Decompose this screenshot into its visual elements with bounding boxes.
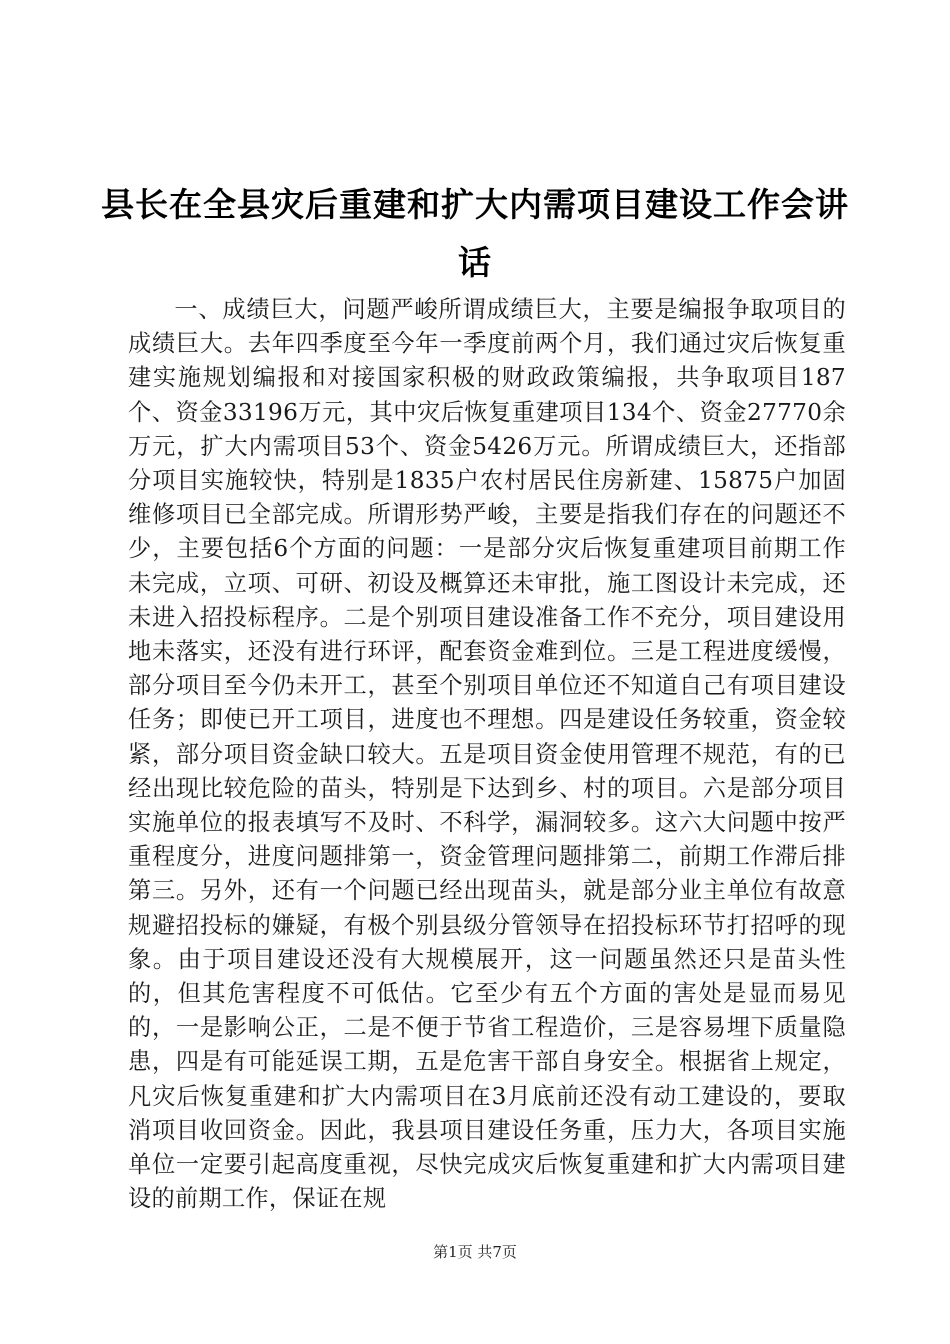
page-footer: 第1页 共7页 bbox=[433, 1243, 517, 1261]
document-title: 县长在全县灾后重建和扩大内需项目建设工作会讲话 bbox=[101, 185, 849, 282]
body-paragraph: 一、成绩巨大，问题严峻所谓成绩巨大，主要是编报争取项目的成绩巨大。去年四季度至今年一季度前两个月，我们通过灾后恢复重建实施规划编报和对接国家积极的财政政策编报，共争取项目187个、资金33196万元，其中灾后恢复重建项目134个、资金27770余万元，扩大内需项目53个、资金5426万元。所谓成绩巨大，还指部分项目实施较快，特别是1835户农村居民住房新建、15875户加固维修项目已全部完成。所谓形势严峻，主要是指我们存在的问题还不少，主要包括6个方面的问题：一是部分灾后恢复重建项目前期工作未完成，立项、可研、初设及概算还未审批，施工图设计未完成，还未进入招投标程序。二是个别项目建设准备工作不充分，项目建设用地未落实，还没有进行环评，配套资金难到位。三是工程进度缓慢，部分项目至今仍未开工，甚至个别项目单位还不知道自己有项目建设任务；即使已开工项目，进度也不理想。四是建设任务较重，资金较紧，部分项目资金缺口较大。五是项目资金使用管理不规范，有的已经出现比较危险的苗头，特别是下达到乡、村的项目。六是部分项目实施单位的报表填写不及时、不科学，漏洞较多。这六大问题中按严重程度分，进度问题排第一，资金管理问题排第二，前期工作滞后排第三。另外，还有一个问题已经出现苗头，就是部分业主单位有故意规避招投标的嫌疑，有极个别县级分管领导在招投标环节打招呼的现象。由于项目建设还没有大规模展开，这一问题虽然还只是苗头性的，但其危害程度不可低估。它至少有五个方面的害处是显而易见的，一是影响公正，二是不便于节省工程造价，三是容易埋下质量隐患，四是有可能延误工期，五是危害干部自身安全。根据省上规定，凡灾后恢复重建和扩大内需项目在3月底前还没有动工建设的，要取消项目收回资金。因此，我县项目建设任务重，压力大，各项目实施单位一定要引起高度重视，尽快完成灾后恢复重建和扩大内需项目建设的前期工作，保证在规 bbox=[128, 296, 846, 1213]
